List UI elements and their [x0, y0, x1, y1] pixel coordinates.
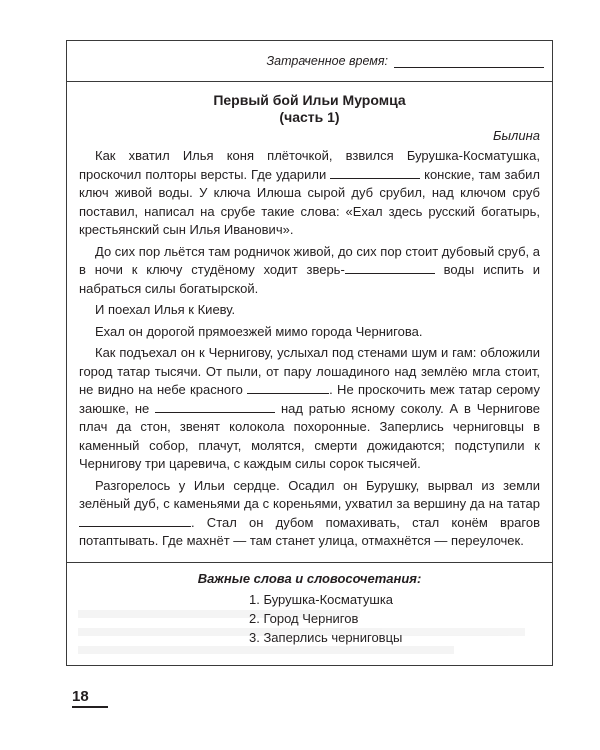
- keyword-item: 1. Бурушка-Косматушка: [249, 591, 394, 607]
- story-title-part: (часть 1): [279, 109, 340, 125]
- paragraph-5-text-a: Как подъехал он к Чернигову, услыхал под стенами шум и гам: обложили город татар тысячи. От пыли, от пару лошадиного над землёю мгла стоит, не видно на небе красного: [79, 345, 540, 397]
- paragraph-1-text-b: конские, там забил ключ живой воды. У ключа Илюша сырой дуб срубил, над ключом сруб поставил, написал на срубе такие слова: «Ехал здесь русский богатырь, крестьянский сын Илья Иванович».: [79, 166, 540, 237]
- paragraph-2: [79, 243, 540, 299]
- time-spent-label: Затраченное время:: [266, 54, 388, 68]
- paragraph-5-text-c: над ратью ясному соколу. А в Чернигове плач да стон, звенят колокола похоронные. Заперлись черниговцы в каменный собор, плачут, молятся, смерти дожидаются; подступили к Чернигову три царевича, с каждым силы сорок тысячей.: [79, 400, 540, 471]
- keyword-item: 2. Город Чернигов: [249, 610, 359, 626]
- paragraph-1: [79, 147, 540, 240]
- paragraph-6: [79, 477, 540, 551]
- paragraph-2-text-a: До сих пор льётся там родничок живой, до сих пор стоит дубовый сруб, а в ночи к ключу студёному ходит зверь-: [79, 243, 540, 277]
- worksheet-frame: [66, 40, 553, 666]
- fill-blank-3[interactable]: [247, 381, 329, 394]
- page-number: 18: [72, 688, 108, 708]
- paragraph-4: Ехал он дорогой прямоезжей мимо города Чернигова.: [95, 323, 423, 339]
- time-spent-blank[interactable]: [394, 55, 544, 68]
- story-title-main: Первый бой Ильи Муромца: [213, 92, 406, 108]
- paragraph-6-text-b: . Стал он дубом помахивать, стал конём врагов потаптывать. Где махнёт — там станет улица, отмахнётся — переулочек.: [79, 514, 540, 548]
- time-spent-row: [67, 41, 552, 82]
- story-section: [67, 82, 552, 563]
- keyword-item: 3. Заперлись черниговцы: [249, 629, 403, 645]
- bleed-through-texture: [78, 610, 548, 670]
- fill-blank-4[interactable]: [155, 400, 275, 413]
- paragraph-2-text-b: воды испить и набраться силы богатырской.: [79, 262, 540, 296]
- keywords-title: Важные слова и словосочетания:: [197, 570, 422, 586]
- paragraph-1-text-a: Как хватил Илья коня плёточкой, взвился Бурушка-Косматушка, проскочил полторы версты. Где ударили: [79, 148, 540, 182]
- paragraph-3: И поехал Илья к Киеву.: [95, 302, 236, 317]
- paragraph-5: [79, 344, 540, 474]
- story-title: [79, 92, 540, 126]
- paragraph-6-text-a: Разгорелось у Ильи сердце. Осадил он Бурушку, вырвал из земли зелёный дуб, с каменьями да с кореньями, ухватил за вершину да на татар: [79, 477, 540, 511]
- story-genre: Былина: [493, 128, 540, 143]
- fill-blank-2[interactable]: [345, 261, 435, 274]
- fill-blank-1[interactable]: [330, 166, 420, 179]
- fill-blank-5[interactable]: [79, 514, 191, 527]
- paragraph-5-text-b: . Не проскочить меж татар серому заюшке, не: [79, 382, 541, 416]
